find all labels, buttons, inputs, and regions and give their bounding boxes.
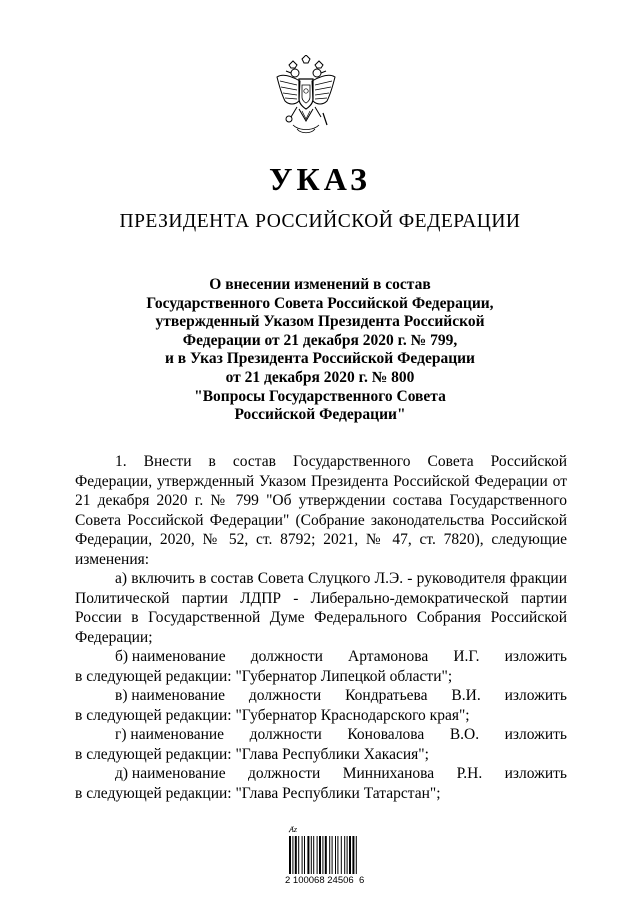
decree-heading	[70, 276, 570, 425]
barcode-number: 2 100068 24506 6	[285, 875, 365, 886]
issuer-subtitle: ПРЕЗИДЕНТА РОССИЙСКОЙ ФЕДЕРАЦИИ	[119, 211, 521, 232]
heading-line: О внесении изменений в состав	[209, 276, 431, 293]
paragraph-d-line1: д) наименование должности Минниханова Р.Н. изложить	[115, 765, 567, 782]
coat-of-arms-of-russia-icon	[275, 55, 337, 135]
heading-line: "Вопросы Государственного Совета	[194, 387, 446, 405]
heading-line: Российской Федерации"	[234, 406, 406, 424]
paragraph-b-line2: в следующей редакции: "Губернатор Липецкой области";	[75, 667, 453, 685]
registration-mark-icon: Ⱥz	[289, 825, 297, 834]
paragraph-g-line2: в следующей редакции: "Глава Республики Хакасия";	[75, 745, 429, 763]
paragraph-a: а) включить в состав Совета Слуцкого Л.Э. - руководителя фракции Политической партии ЛДПР - Либерально-демократической партии России в Государственной Думе Федерального Собрания Российской Федерации;	[75, 570, 567, 646]
paragraph-v-line1: в) наименование должности Кондратьева В.И. изложить	[115, 687, 567, 704]
heading-line: и в Указ Президента Российской Федерации	[165, 350, 475, 368]
heading-line: от 21 декабря 2020 г. № 800	[225, 368, 415, 386]
document-type-title: УКАЗ	[269, 161, 371, 197]
barcode-icon	[285, 836, 375, 874]
heading-line: Федерации от 21 декабря 2020 г. № 799,	[182, 331, 458, 349]
paragraph-v-line2: в следующей редакции: "Губернатор Краснодарского края";	[75, 706, 470, 724]
paragraph-1: 1. Внести в состав Государственного Совета Российской Федерации, утвержденный Указом Президента Российской Федерации от 21 декабря 2020 г. № 799 "Об утверждении состава Государственного Совета Российской Федерации" (Собрание законодательства Российской Федерации, 2020, № 52, ст. 8792; 2021, № 47, ст. 7820), следующие изменения:	[75, 453, 567, 568]
heading-line: Государственного Совета Российской Федерации,	[146, 294, 494, 312]
paragraph-g-line1: г) наименование должности Коновалова В.О. изложить	[115, 726, 567, 743]
paragraph-b-line1: б) наименование должности Артамонова И.Г. изложить	[115, 648, 567, 665]
document-barcode	[285, 826, 375, 890]
decree-body	[75, 452, 567, 803]
paragraph-d-line2: в следующей редакции: "Глава Республики Татарстан";	[75, 784, 441, 802]
heading-line: утвержденный Указом Президента Российской	[155, 313, 485, 331]
